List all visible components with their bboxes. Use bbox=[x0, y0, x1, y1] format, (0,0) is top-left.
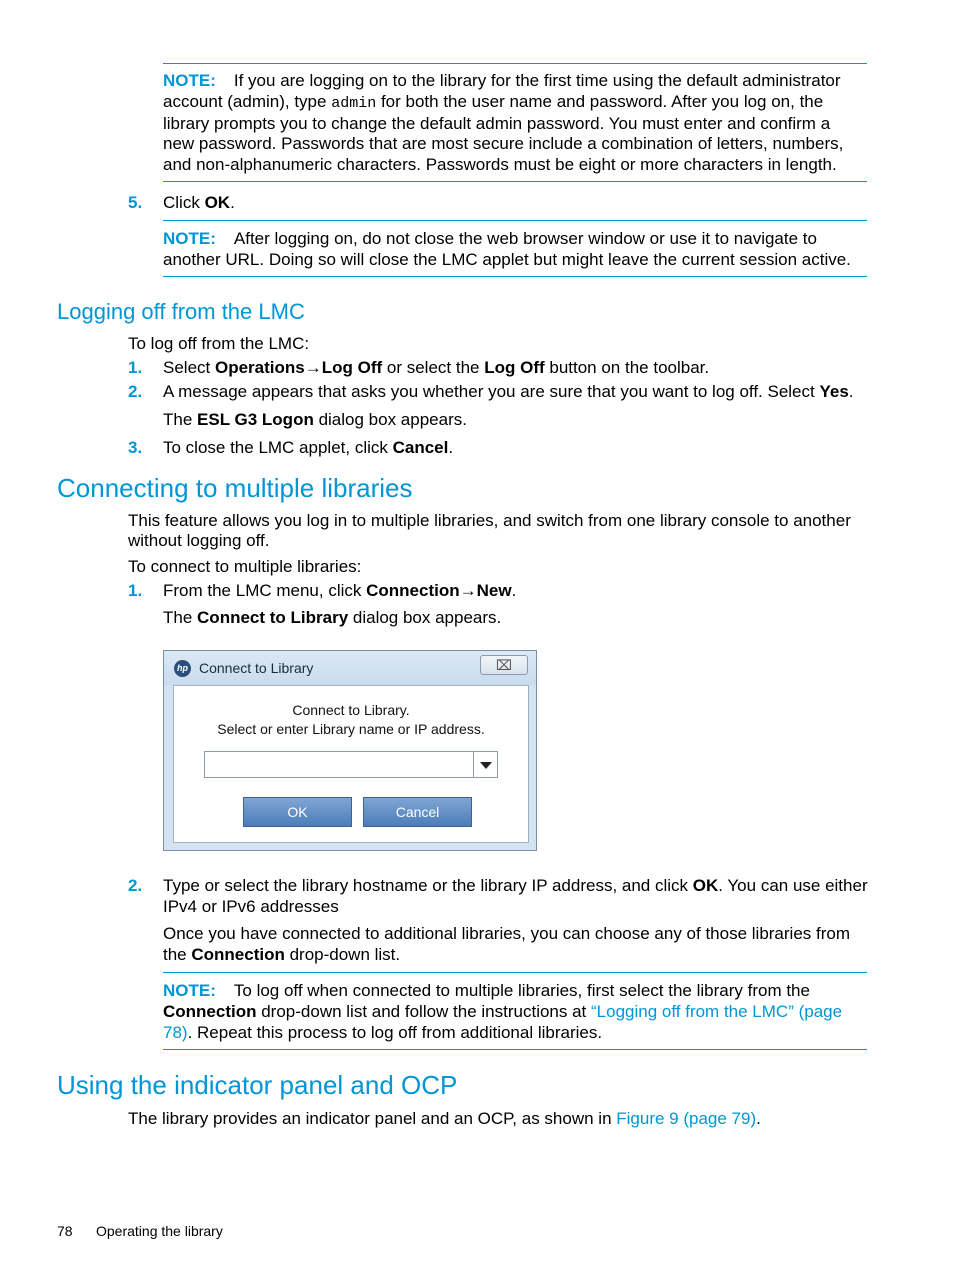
paragraph-line: without logging off. bbox=[128, 531, 270, 550]
link-figure-9[interactable]: Figure 9 (page 79) bbox=[616, 1109, 757, 1128]
note-bottom-rule bbox=[163, 276, 867, 277]
note-line: NOTE: If you are logging on to the library for the first time using the default administrator bbox=[163, 71, 841, 90]
dialog-message: Connect to Library. bbox=[292, 702, 410, 718]
close-icon[interactable]: ⌧ bbox=[480, 655, 528, 675]
dialog-body bbox=[173, 685, 529, 843]
cancel-button[interactable]: Cancel bbox=[363, 797, 472, 827]
step-number: 1. bbox=[128, 581, 143, 600]
footer-section: Operating the library bbox=[96, 1223, 223, 1239]
step-text: To close the LMC applet, click Cancel. bbox=[163, 438, 454, 457]
step-text: A message appears that asks you whether you are sure that you want to log off. Select Yes. bbox=[163, 382, 854, 401]
link-logging-off-page[interactable]: 78) bbox=[163, 1023, 188, 1042]
note-top-rule bbox=[163, 972, 867, 973]
chevron-down-icon[interactable] bbox=[473, 752, 497, 777]
step-text: IPv4 or IPv6 addresses bbox=[163, 897, 339, 916]
note-line: NOTE: After logging on, do not close the web browser window or use it to navigate to bbox=[163, 229, 817, 248]
step-number: 1. bbox=[128, 358, 143, 377]
intro-text: To log off from the LMC: bbox=[128, 334, 310, 353]
paragraph-line: Once you have connected to additional libraries, you can choose any of those libraries from bbox=[163, 924, 851, 943]
dialog-title: Connect to Library bbox=[199, 660, 314, 676]
section-heading-logging-off: Logging off from the LMC bbox=[57, 299, 305, 324]
note-line: account (admin), type admin for both the user name and password. After you log on, the bbox=[163, 92, 824, 112]
step-number: 5. bbox=[128, 193, 143, 212]
section-heading-connecting: Connecting to multiple libraries bbox=[57, 473, 413, 503]
note-line: Connection drop-down list and follow the instructions at “Logging off from the LMC” (page bbox=[163, 1002, 843, 1021]
library-combo-box[interactable] bbox=[204, 751, 498, 778]
note-bottom-rule bbox=[163, 1049, 867, 1050]
section-heading-indicator: Using the indicator panel and OCP bbox=[57, 1070, 458, 1100]
note-line: NOTE: To log off when connected to multiple libraries, first select the library from the bbox=[163, 981, 810, 1000]
paragraph-line: The library provides an indicator panel and an OCP, as shown in Figure 9 (page 79). bbox=[128, 1109, 761, 1128]
dialog-titlebar bbox=[164, 651, 536, 685]
step-result: The Connect to Library dialog box appears. bbox=[163, 608, 502, 627]
ok-button[interactable]: OK bbox=[243, 797, 352, 827]
connect-to-library-dialog bbox=[163, 650, 537, 851]
footer-page-number: 78 bbox=[57, 1223, 73, 1239]
note-line: and non-alphanumeric characters. Passwords must be eight or more characters in length. bbox=[163, 155, 837, 174]
note-line: library prompts you to change the default admin password. You must enter and confirm a bbox=[163, 114, 831, 133]
note-label: NOTE: bbox=[163, 71, 216, 90]
intro-text: To connect to multiple libraries: bbox=[128, 557, 362, 576]
note-line: new password. Passwords that are most secure include a combination of letters, numbers, bbox=[163, 134, 844, 153]
note-line: 78). Repeat this process to log off from additional libraries. bbox=[163, 1023, 603, 1042]
step-result: The ESL G3 Logon dialog box appears. bbox=[163, 410, 467, 429]
note-bottom-rule bbox=[163, 181, 867, 182]
note-top-rule bbox=[163, 220, 867, 221]
dialog-message: Select or enter Library name or IP address. bbox=[217, 721, 485, 737]
step-number: 2. bbox=[128, 382, 143, 401]
paragraph-line: the Connection drop-down list. bbox=[163, 945, 401, 964]
step-text: Type or select the library hostname or the library IP address, and click OK. You can use either bbox=[163, 876, 868, 895]
code-admin: admin bbox=[331, 95, 377, 112]
link-logging-off[interactable]: “Logging off from the LMC” (page bbox=[591, 1002, 843, 1021]
note-label: NOTE: bbox=[163, 229, 216, 248]
step-number: 3. bbox=[128, 438, 143, 457]
note-top-rule bbox=[163, 63, 867, 64]
step-text: Click OK. bbox=[163, 193, 235, 212]
note-label: NOTE: bbox=[163, 981, 216, 1000]
step-number: 2. bbox=[128, 876, 143, 895]
step-text: Select Operations→Log Off or select the Log Off button on the toolbar. bbox=[163, 358, 710, 377]
step-text: From the LMC menu, click Connection→New. bbox=[163, 581, 517, 600]
note-line: another URL. Doing so will close the LMC applet but might leave the current session active. bbox=[163, 250, 851, 269]
paragraph-line: This feature allows you log in to multiple libraries, and switch from one library console to another bbox=[128, 511, 851, 530]
hp-logo-icon: hp bbox=[174, 660, 191, 677]
